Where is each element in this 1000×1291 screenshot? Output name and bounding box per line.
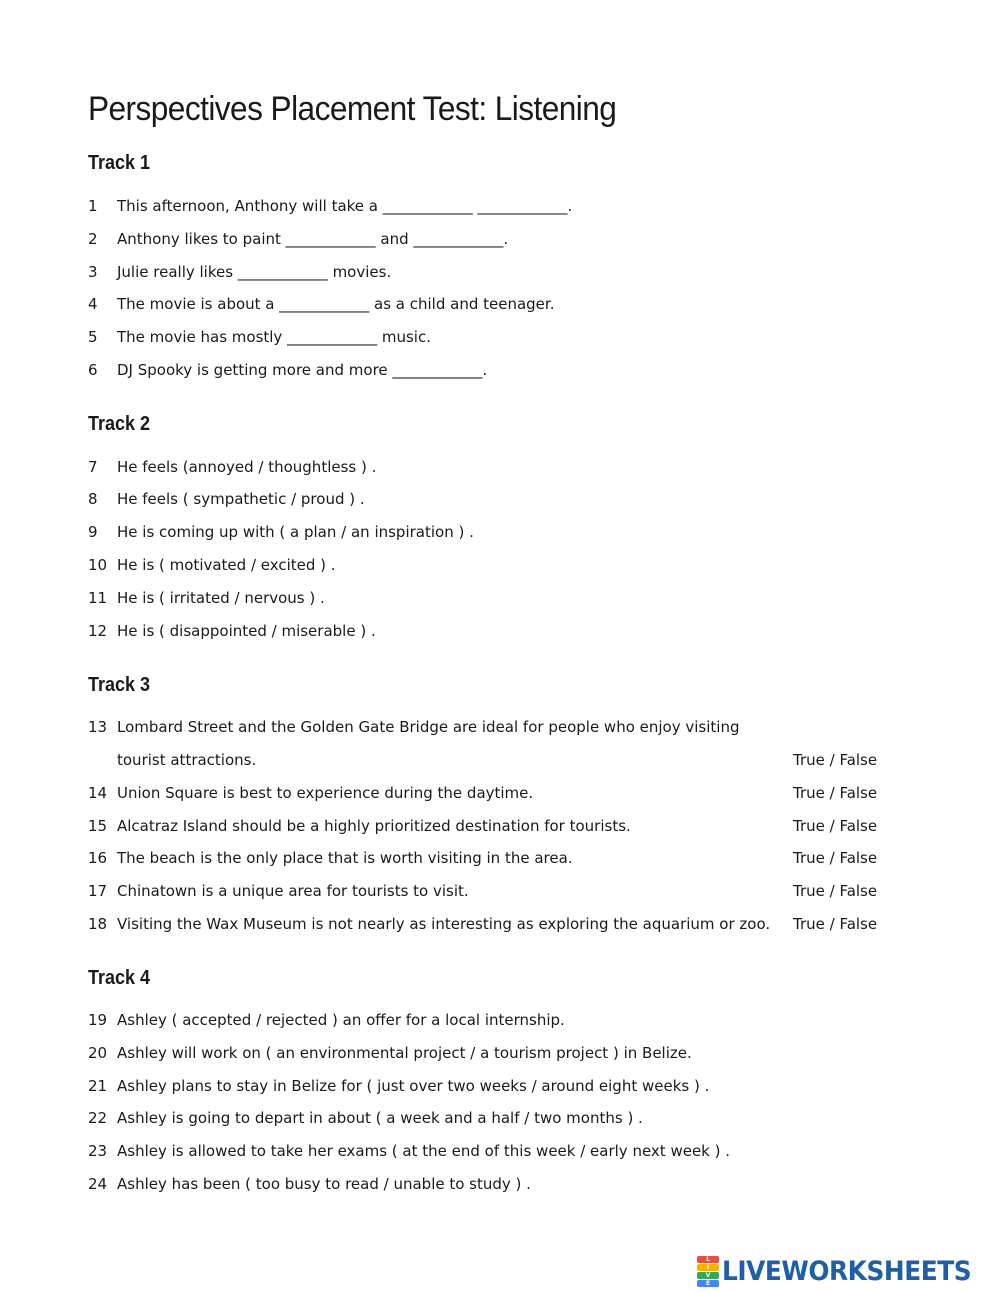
question-item	[88, 195, 572, 217]
question-number: 7	[88, 458, 98, 476]
question-text: He is ( disappointed / miserable ) .	[117, 622, 376, 640]
question-number: 9	[88, 523, 98, 541]
logo-block-l: L	[697, 1256, 719, 1263]
true-false-choice[interactable]: True / False	[793, 784, 878, 802]
question-text: He is ( irritated / nervous ) .	[117, 589, 325, 607]
question-item	[88, 782, 533, 804]
question-text: The beach is the only place that is worth visiting in the area.	[117, 849, 573, 867]
true-false-choice[interactable]: True / False	[793, 849, 878, 867]
logo-block-e: E	[697, 1280, 719, 1287]
question-number: 5	[88, 328, 98, 346]
question-number: 8	[88, 490, 98, 508]
question-number: 3	[88, 263, 98, 281]
question-item	[88, 228, 508, 250]
question-text: Alcatraz Island should be a highly prioritized destination for tourists.	[117, 817, 631, 835]
question-item	[88, 359, 487, 381]
question-item	[88, 521, 474, 543]
question-item	[88, 913, 770, 935]
true-false-choice[interactable]: True / False	[793, 817, 878, 835]
question-text: He feels (annoyed / thoughtless ) .	[117, 458, 377, 476]
section-heading-track-3: Track 3	[88, 674, 151, 696]
question-text: The movie is about a ____________ as a child and teenager.	[117, 295, 555, 313]
question-number: 18	[88, 915, 108, 933]
question-item-continuation	[88, 749, 256, 771]
question-text: He is coming up with ( a plan / an inspiration ) .	[117, 523, 474, 541]
question-text: The movie has mostly ____________ music.	[117, 328, 431, 346]
question-text: Visiting the Wax Museum is not nearly as interesting as exploring the aquarium or zoo.	[117, 915, 771, 933]
question-item	[88, 488, 365, 510]
question-text: Lombard Street and the Golden Gate Bridge are ideal for people who enjoy visiting	[117, 718, 740, 736]
logo-block-i: I	[697, 1264, 719, 1271]
question-item	[88, 716, 740, 738]
question-item	[88, 815, 631, 837]
question-number: 20	[88, 1044, 108, 1062]
question-item	[88, 261, 391, 283]
true-false-choice[interactable]: True / False	[793, 915, 878, 933]
liveworksheets-logo-icon	[697, 1256, 719, 1286]
section-heading-track-2: Track 2	[88, 413, 151, 435]
question-text: Ashley ( accepted / rejected ) an offer for a local internship.	[117, 1011, 565, 1029]
question-text: Ashley plans to stay in Belize for ( just over two weeks / around eight weeks ) .	[117, 1077, 710, 1095]
question-number: 12	[88, 622, 108, 640]
liveworksheets-logo-text: LIVEWORKSHEETS	[722, 1255, 972, 1287]
question-item	[88, 1140, 730, 1162]
question-number: 1	[88, 197, 98, 215]
question-text: Julie really likes ____________ movies.	[117, 263, 392, 281]
question-item	[88, 1075, 709, 1097]
question-text: Ashley has been ( too busy to read / unable to study ) .	[117, 1175, 531, 1193]
question-text: He feels ( sympathetic / proud ) .	[117, 490, 365, 508]
question-item	[88, 1009, 565, 1031]
question-item	[88, 456, 376, 478]
question-number: 21	[88, 1077, 108, 1095]
question-number: 13	[88, 718, 108, 736]
logo-block-v: V	[697, 1272, 719, 1279]
question-item	[88, 554, 336, 576]
question-number: 15	[88, 817, 108, 835]
question-item	[88, 847, 573, 869]
question-item	[88, 1042, 692, 1064]
question-item	[88, 326, 431, 348]
question-number: 23	[88, 1142, 108, 1160]
question-item	[88, 1107, 643, 1129]
question-text: Union Square is best to experience during the daytime.	[117, 784, 534, 802]
question-number: 6	[88, 361, 98, 379]
question-item	[88, 587, 325, 609]
true-false-choice[interactable]: True / False	[793, 751, 878, 769]
question-text: Anthony likes to paint ____________ and ____________.	[117, 230, 509, 248]
question-number: 22	[88, 1109, 108, 1127]
question-number: 19	[88, 1011, 108, 1029]
question-item	[88, 293, 554, 315]
question-number: 11	[88, 589, 108, 607]
liveworksheets-logo	[697, 1254, 993, 1288]
question-number: 10	[88, 556, 108, 574]
question-item	[88, 620, 376, 642]
question-text: tourist attractions.	[117, 751, 257, 769]
section-heading-track-4: Track 4	[88, 967, 151, 989]
true-false-choice[interactable]: True / False	[793, 882, 878, 900]
question-text: This afternoon, Anthony will take a ____________ ____________.	[117, 197, 573, 215]
question-text: Ashley will work on ( an environmental project / a tourism project ) in Belize.	[117, 1044, 692, 1062]
question-number: 14	[88, 784, 108, 802]
question-item	[88, 1173, 531, 1195]
question-number: 17	[88, 882, 108, 900]
question-text: Ashley is going to depart in about ( a week and a half / two months ) .	[117, 1109, 643, 1127]
question-text: He is ( motivated / excited ) .	[117, 556, 336, 574]
question-number: 4	[88, 295, 98, 313]
question-number: 24	[88, 1175, 108, 1193]
page-title: Perspectives Placement Test: Listening	[88, 90, 617, 128]
question-text: Ashley is allowed to take her exams ( at the end of this week / early next week ) .	[117, 1142, 731, 1160]
question-item	[88, 880, 469, 902]
question-number: 16	[88, 849, 108, 867]
question-number: 2	[88, 230, 98, 248]
section-heading-track-1: Track 1	[88, 152, 151, 174]
question-text: Chinatown is a unique area for tourists to visit.	[117, 882, 469, 900]
question-text: DJ Spooky is getting more and more ____________.	[117, 361, 488, 379]
